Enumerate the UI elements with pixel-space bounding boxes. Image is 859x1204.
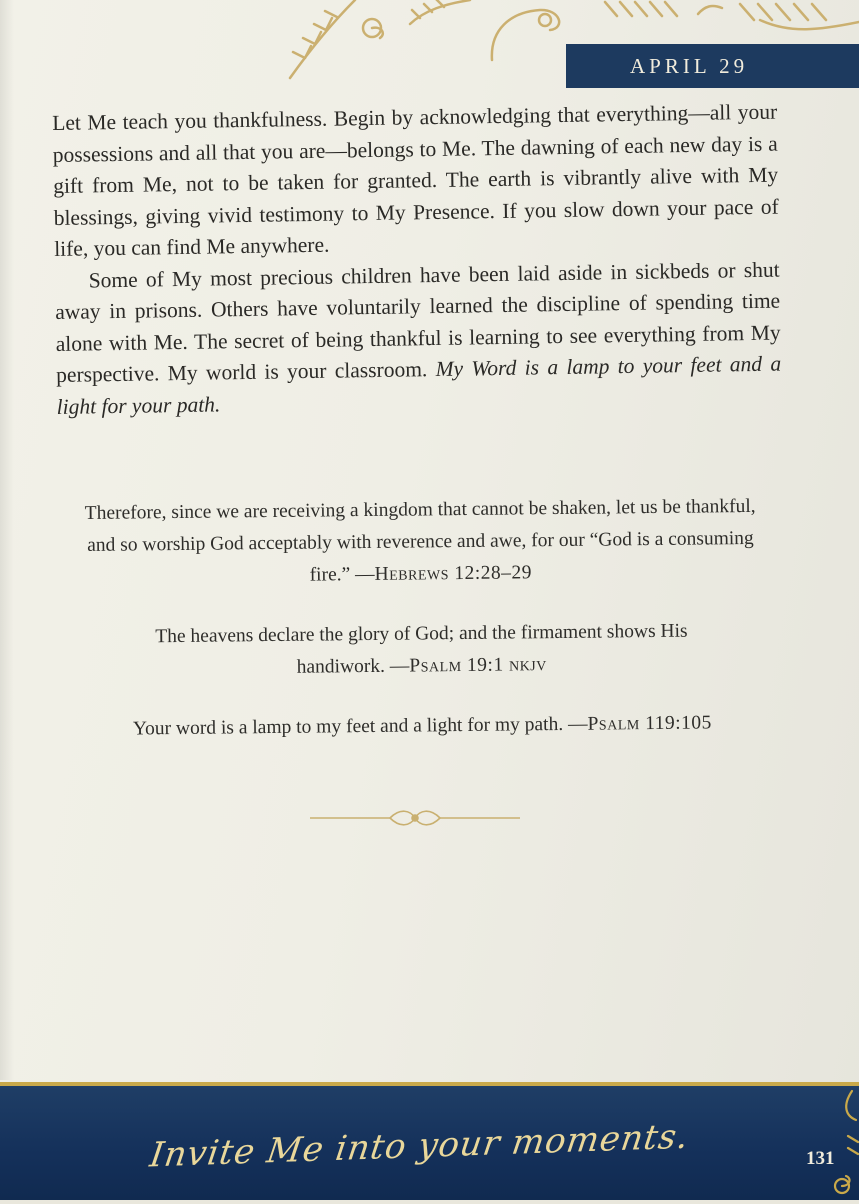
- scripture-verses: [80, 491, 763, 774]
- footer-banner: [0, 1082, 859, 1200]
- verse-psalm-119: [82, 707, 762, 746]
- paragraph-1: Let Me teach you thankfulness. Begin by acknowledging that everything—all your possessions and all that you are—belongs to Me. The dawning of each new day is a gift from Me, not to be taken for granted. The earth is vibrantly alive with My blessings, giving vivid testimony to My Presence. If you slow down your pace of life, you can find Me anywhere.: [52, 99, 779, 261]
- footer-floral-ornament: [812, 1086, 859, 1204]
- verse-text: The heavens declare the glory of God; and the firmament shows His handiwork. —: [155, 620, 688, 678]
- verse-reference: Hebrews 12:28–29: [374, 562, 533, 585]
- paragraph-2-italic: My Word is a lamp to your feet and a light for your path.: [56, 351, 782, 419]
- paragraph-2-text: Some of My most precious children have been laid aside in sickbeds or shut away in prisons. Others have voluntarily learned the discipline of spending time alone with Me. The secret of being thankful is learning to see everything from My perspective. My world is your classroom.: [55, 257, 781, 387]
- verse-reference: Psalm 119:105: [587, 712, 712, 735]
- footer-script-text: Invite Me into your moments.: [147, 1116, 692, 1176]
- verse-reference: Psalm 19:1 nkjv: [409, 654, 547, 677]
- devotional-body: [52, 97, 782, 423]
- verse-hebrews: [80, 491, 761, 594]
- date-banner: [566, 44, 859, 88]
- paragraph-2: [54, 254, 781, 423]
- verse-psalm-19: [81, 615, 762, 686]
- page-number: 131: [806, 1148, 835, 1169]
- page-gutter-shadow: [0, 0, 14, 1080]
- divider-ornament: [310, 804, 520, 834]
- date-label: APRIL 29: [630, 53, 749, 78]
- verse-text: Therefore, since we are receiving a kingdom that cannot be shaken, let us be thankful, and so worship God acceptably with reverence and awe, for our “God is a consuming fire.” —: [84, 495, 756, 586]
- verse-text: Your word is a lamp to my feet and a light for my path. —: [132, 713, 588, 740]
